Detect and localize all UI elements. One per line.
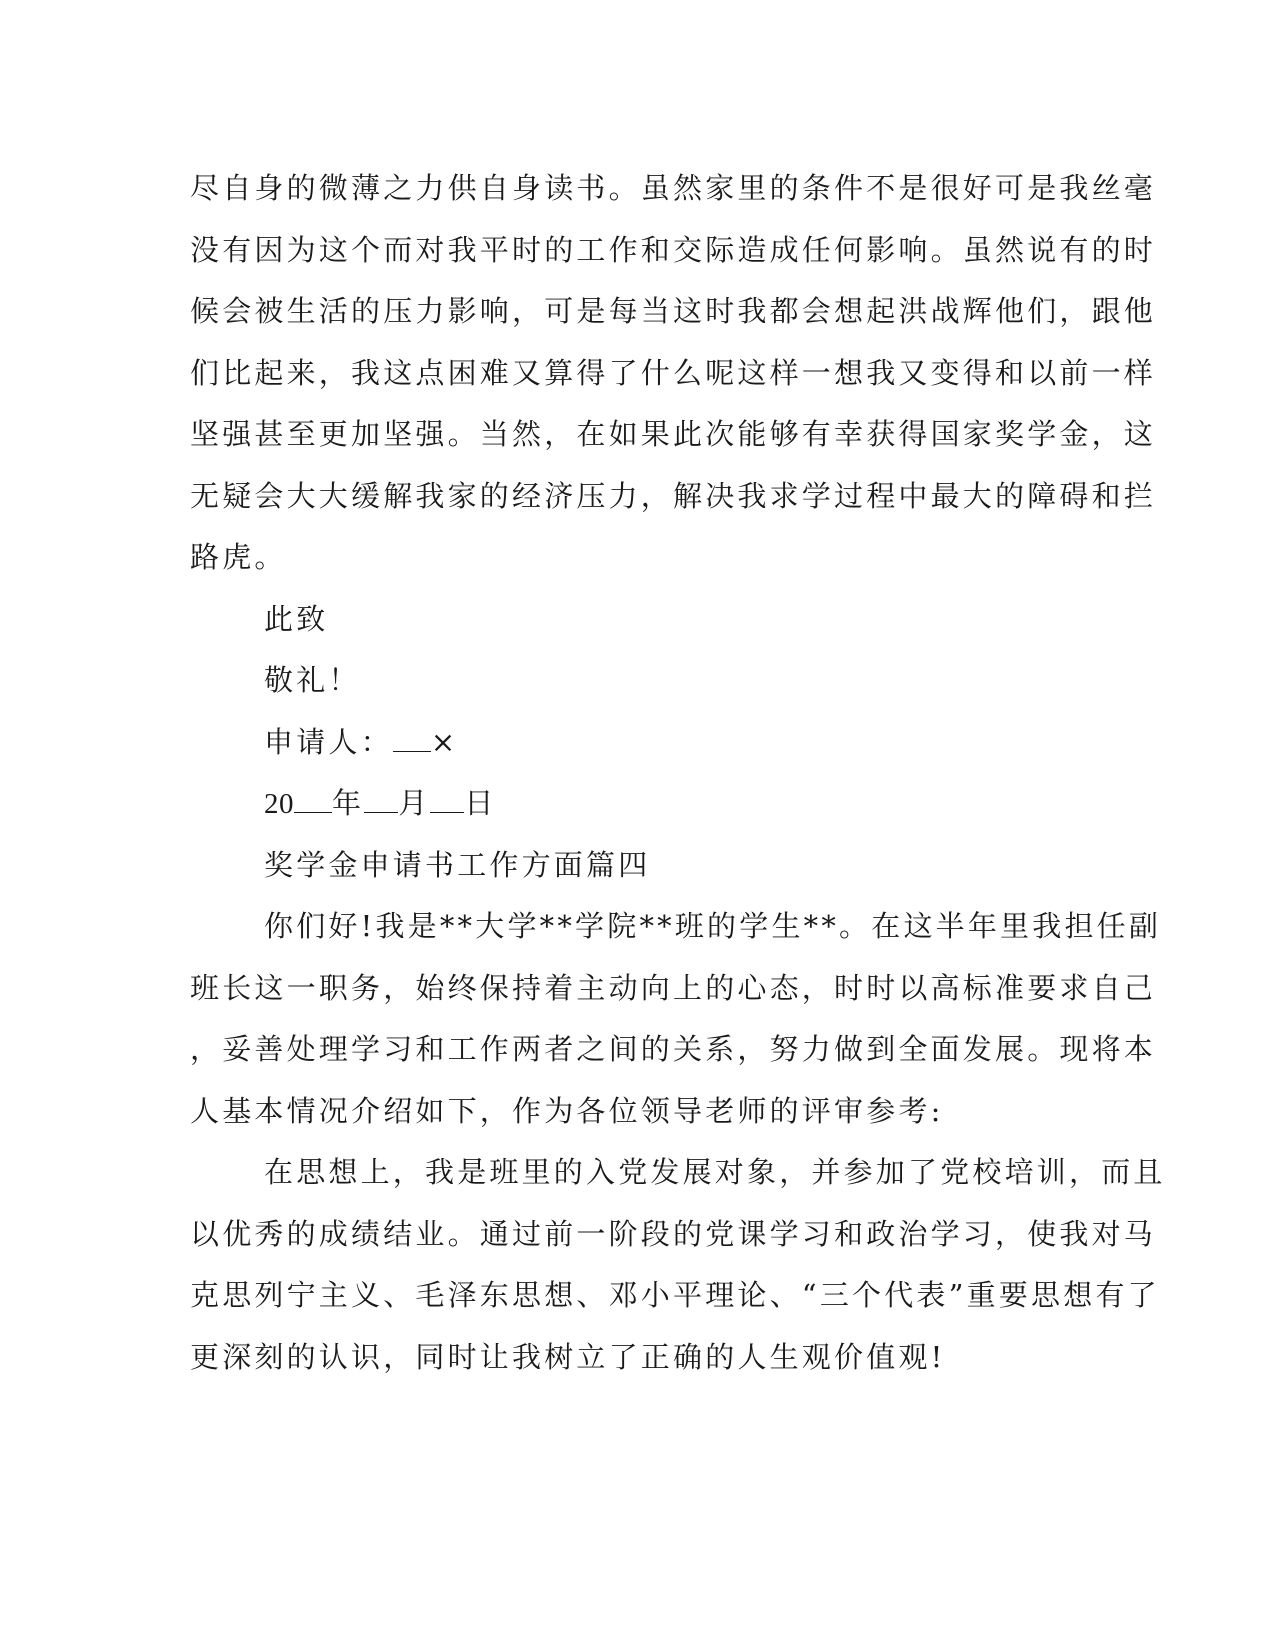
text-line: 坚强甚至更加坚强。当然，在如果此次能够有幸获得国家奖学金，这 [190, 417, 1157, 451]
date-line [190, 773, 1080, 835]
text-line: 在思想上，我是班里的入党发展对象，并参加了党校培训，而且 [264, 1155, 1166, 1189]
document-body [190, 158, 1166, 1388]
date-day-blank [430, 788, 464, 813]
applicant-line [190, 712, 1080, 774]
section-title: 奖学金申请书工作方面篇四 [264, 847, 651, 882]
date-year-blank [294, 788, 332, 813]
applicant-blank [393, 727, 431, 752]
date-year-prefix: 20 [264, 788, 294, 820]
text-line: 无疑会大大缓解我家的经济压力，解决我求学过程中最大的障碍和拦 [190, 478, 1157, 513]
text-line: 尽自身的微薄之力供自身读书。虽然家里的条件不是很好可是我丝毫 [190, 171, 1157, 205]
closing-salutation: 此致 [264, 601, 329, 636]
text-line: 人基本情况介绍如下，作为各位领导老师的评审参考: [190, 1093, 944, 1128]
applicant-mark: × [430, 724, 459, 759]
closing-regards: 敬礼！ [264, 663, 361, 697]
text-line: 们比起来，我这点困难又算得了什么呢这样一想我又变得和以前一样 [190, 355, 1157, 390]
applicant-label: 申请人： [264, 724, 393, 759]
date-month: 月 [398, 786, 431, 820]
text-line: 你们好!我是**大学**学院**班的学生**。在这半年里我担任副 [264, 909, 1162, 943]
text-line: 路虎。 [190, 540, 287, 574]
date-year: 年 [332, 786, 365, 820]
date-month-blank [364, 788, 398, 813]
text-line: 以优秀的成绩结业。通过前一阶段的党课学习和政治学习，使我对马 [190, 1216, 1157, 1251]
text-line: 克思列宁主义、毛泽东思想、邓小平理论、“三个代表”重要思想有了 [190, 1278, 1160, 1312]
date-day: 日 [464, 786, 497, 820]
text-line: 候会被生活的压力影响，可是每当这时我都会想起洪战辉他们，跟他 [190, 294, 1157, 328]
text-line: ，妥善处理学习和工作两者之间的关系，努力做到全面发展。现将本 [190, 1032, 1157, 1066]
text-line: 更深刻的认识，同时让我树立了正确的人生观价值观! [190, 1339, 946, 1374]
text-line: 没有因为这个而对我平时的工作和交际造成任何影响。虽然说有的时 [190, 232, 1157, 267]
text-line: 班长这一职务，始终保持着主动向上的心态，时时以高标准要求自己 [190, 970, 1157, 1005]
